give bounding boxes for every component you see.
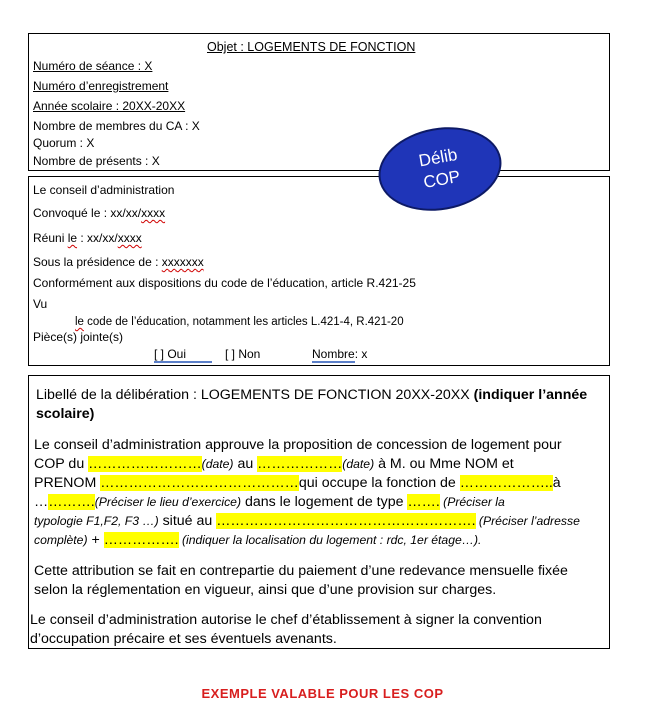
footer-note: EXEMPLE VALABLE POUR LES COP <box>201 686 444 701</box>
pieces-jointes: Pièce(s) jointe(s) <box>33 330 124 344</box>
para2-line1: Cette attribution se fait en contrepartie du paiement d’une redevance mensuelle fixée <box>34 563 568 579</box>
badge-line2: COP <box>422 166 462 192</box>
code-education-line: le code de l’éducation, notamment les articles L.421-4, R.421-20 <box>75 316 404 328</box>
numero-seance: Numéro de séance : X <box>33 59 153 73</box>
annee-scolaire: Année scolaire : 20XX-20XX <box>33 99 186 113</box>
para1-line6: complète) + ……………. (indiquer la localisation du logement : rdc, 1er étage…). <box>34 532 482 548</box>
libelle-line1: Libellé de la délibération : LOGEMENTS DE FONCTION 20XX-20XX (indiquer l’année <box>36 387 588 403</box>
para1-line2: COP du ……………………(date) au ………………(date) à M. ou Mme NOM et <box>34 456 514 472</box>
council-box <box>28 176 610 366</box>
reuni-line: Réuni le : xx/xx/xxxx <box>33 231 142 245</box>
para3-line2: d’occupation précaire et ses éventuels avenants. <box>30 631 337 647</box>
nombre-pieces: Nombre: x <box>312 347 368 361</box>
council-title: Le conseil d’administration <box>33 183 175 197</box>
para1-line3: PRENOM ……………………………………qui occupe la fonction de ………………..à <box>34 475 561 491</box>
presidence-line: Sous la présidence de : xxxxxxx <box>33 255 204 269</box>
para3-line1: Le conseil d’administration autorise le chef d’établissement à signer la convention <box>30 612 542 628</box>
convoque-line: Convoqué le : xx/xx/xxxx <box>33 206 166 220</box>
libelle-line2: scolaire) <box>36 406 95 422</box>
vu-label: Vu <box>33 297 48 311</box>
oui-checkbox[interactable]: [ ] Oui <box>154 347 212 361</box>
objet-title: Objet : LOGEMENTS DE FONCTION <box>207 40 416 54</box>
numero-enregistrement: Numéro d’enregistrement <box>33 79 169 93</box>
non-checkbox[interactable]: [ ] Non <box>225 347 261 361</box>
badge-line1: Délib <box>417 144 459 171</box>
deliberation-box <box>28 375 610 649</box>
header-box <box>28 33 610 171</box>
para2-line2: selon la réglementation en vigueur, ainsi que d’une provision sur charges. <box>34 582 497 598</box>
para1-line5: typologie F1,F2, F3 …) situé au ………………………………………………. (Préciser l’adresse <box>34 513 580 529</box>
quorum: Quorum : X <box>33 136 95 150</box>
para1-line4: ………….(Préciser le lieu d’exercice) dans le logement de type ……. (Préciser la <box>34 494 505 510</box>
nombre-membres: Nombre de membres du CA : X <box>33 119 200 133</box>
nombre-presents: Nombre de présents : X <box>33 154 160 168</box>
conformement-line: Conformément aux dispositions du code de l’éducation, article R.421-25 <box>33 276 416 290</box>
para1-line1: Le conseil d’administration approuve la proposition de concession de logement pour <box>34 437 562 453</box>
